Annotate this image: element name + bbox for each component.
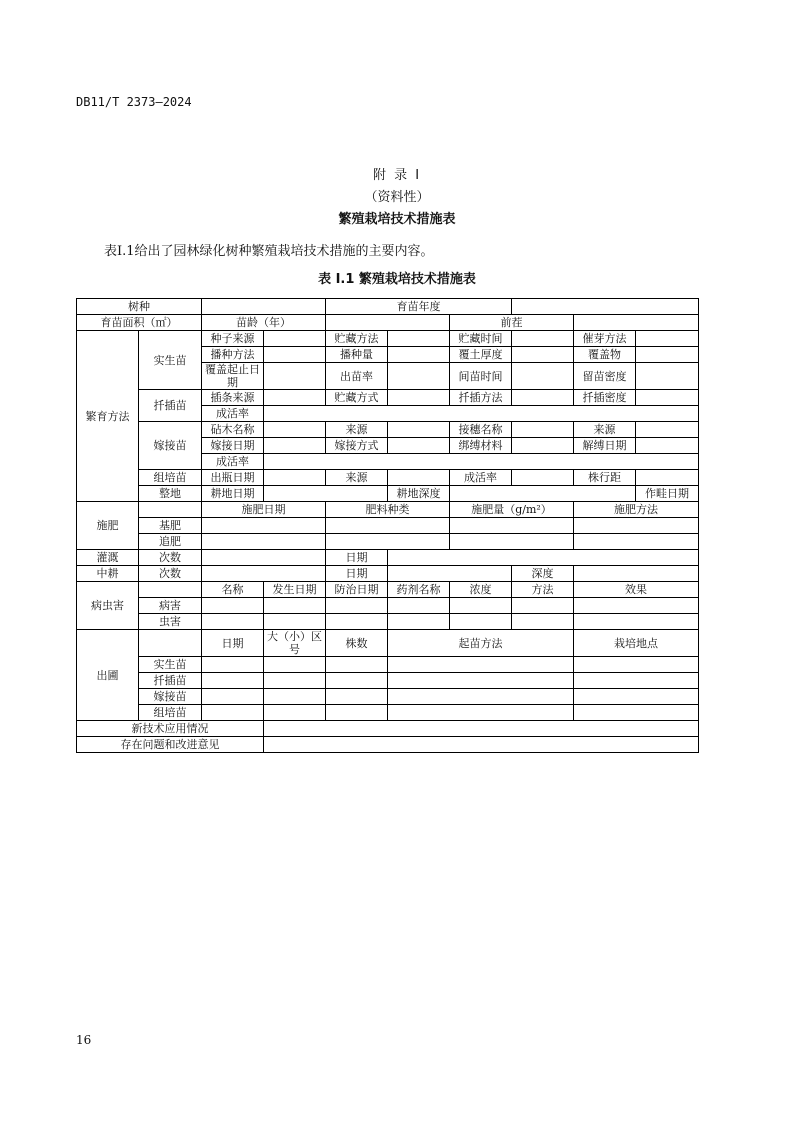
table-row xyxy=(77,598,699,614)
label-cell: 施肥日期 xyxy=(202,502,326,518)
table-row xyxy=(77,721,699,737)
value-cell[interactable] xyxy=(512,331,574,347)
label-cell: 防治日期 xyxy=(326,582,388,598)
value-cell[interactable] xyxy=(636,331,699,347)
value-cell[interactable] xyxy=(574,518,699,534)
value-cell[interactable] xyxy=(574,657,699,673)
value-cell[interactable] xyxy=(636,347,699,363)
label-cell: 次数 xyxy=(139,566,202,582)
label-cell: 灌溉 xyxy=(77,550,139,566)
label-cell: 株数 xyxy=(326,630,388,657)
value-cell[interactable] xyxy=(264,737,699,753)
appendix-name: 繁殖栽培技术措施表 xyxy=(338,212,456,227)
label-cell: 效果 xyxy=(574,582,699,598)
value-cell[interactable] xyxy=(636,422,699,438)
value-cell[interactable] xyxy=(450,614,512,630)
value-cell[interactable] xyxy=(388,422,450,438)
value-cell[interactable] xyxy=(202,705,264,721)
value-cell[interactable] xyxy=(264,705,326,721)
value-cell[interactable] xyxy=(326,518,450,534)
value-cell[interactable] xyxy=(326,614,388,630)
value-cell[interactable] xyxy=(574,598,699,614)
propagation-measures-table xyxy=(76,298,699,753)
value-cell[interactable] xyxy=(264,470,326,486)
value-cell[interactable] xyxy=(574,614,699,630)
label-cell: 整地 xyxy=(139,486,202,502)
label-cell: 中耕 xyxy=(77,566,139,582)
value-cell[interactable] xyxy=(512,299,699,315)
value-cell[interactable] xyxy=(202,299,326,315)
label-cell: 成活率 xyxy=(202,454,264,470)
label-cell: 出圃 xyxy=(77,630,139,721)
label-cell: 嫁接方式 xyxy=(326,438,388,454)
label-cell: 成活率 xyxy=(450,470,512,486)
intro-paragraph: 表I.1给出了园林绿化树种繁殖栽培技术措施的主要内容。 xyxy=(104,244,434,259)
label-cell: 绑缚材料 xyxy=(450,438,512,454)
label-cell: 贮藏时间 xyxy=(450,331,512,347)
value-cell[interactable] xyxy=(326,315,450,331)
value-cell[interactable] xyxy=(388,566,512,582)
label-cell: 育苗年度 xyxy=(326,299,512,315)
value-cell[interactable] xyxy=(388,614,450,630)
label-cell: 次数 xyxy=(139,550,202,566)
value-cell[interactable] xyxy=(636,390,699,406)
label-cell: 基肥 xyxy=(139,518,202,534)
value-cell[interactable] xyxy=(326,673,388,689)
value-cell[interactable] xyxy=(388,347,450,363)
label-cell: 嫁接苗 xyxy=(139,689,202,705)
label-cell: 成活率 xyxy=(202,406,264,422)
table-row xyxy=(77,630,699,657)
table-row xyxy=(77,331,699,347)
table-row xyxy=(77,486,699,502)
label-cell: 扦插苗 xyxy=(139,390,202,422)
label-cell: 大（小）区号 xyxy=(264,630,326,657)
label-cell: 存在问题和改进意见 xyxy=(77,737,264,753)
label-cell: 出苗率 xyxy=(326,363,388,390)
label-cell: 病害 xyxy=(139,598,202,614)
label-cell: 覆盖起止日期 xyxy=(202,363,264,390)
value-cell[interactable] xyxy=(574,566,699,582)
label-cell: 方法 xyxy=(512,582,574,598)
value-cell[interactable] xyxy=(388,689,574,705)
label-cell: 药剂名称 xyxy=(388,582,450,598)
value-cell[interactable] xyxy=(326,657,388,673)
label-cell: 肥料种类 xyxy=(326,502,450,518)
document-code: DB11/T 2373—2024 xyxy=(76,95,192,109)
value-cell[interactable] xyxy=(574,315,699,331)
value-cell[interactable] xyxy=(512,470,574,486)
value-cell[interactable] xyxy=(388,438,450,454)
value-cell[interactable] xyxy=(388,598,450,614)
label-cell: 日期 xyxy=(202,630,264,657)
label-cell: 间苗时间 xyxy=(450,363,512,390)
value-cell[interactable] xyxy=(636,470,699,486)
value-cell[interactable] xyxy=(512,347,574,363)
value-cell[interactable] xyxy=(326,534,450,550)
label-cell: 来源 xyxy=(326,422,388,438)
value-cell[interactable] xyxy=(202,689,264,705)
empty-cell xyxy=(139,502,202,518)
table-caption: 表 I.1 繁殖栽培技术措施表 xyxy=(318,272,476,287)
value-cell[interactable] xyxy=(202,550,326,566)
appendix-nature: （资料性） xyxy=(364,190,430,205)
value-cell[interactable] xyxy=(388,657,574,673)
table-row xyxy=(77,550,699,566)
value-cell[interactable] xyxy=(264,454,699,470)
label-cell: 施肥方法 xyxy=(574,502,699,518)
label-cell: 施肥量（g/m²） xyxy=(450,502,574,518)
value-cell[interactable] xyxy=(264,363,326,390)
label-cell: 接穗名称 xyxy=(450,422,512,438)
label-cell: 贮藏方式 xyxy=(326,390,388,406)
value-cell[interactable] xyxy=(264,598,326,614)
label-cell: 播种方法 xyxy=(202,347,264,363)
value-cell[interactable] xyxy=(264,347,326,363)
label-cell: 组培苗 xyxy=(139,705,202,721)
label-cell: 出瓶日期 xyxy=(202,470,264,486)
label-cell: 实生苗 xyxy=(139,657,202,673)
value-cell[interactable] xyxy=(512,598,574,614)
table-row xyxy=(77,315,699,331)
label-cell: 耕地深度 xyxy=(388,486,450,502)
value-cell[interactable] xyxy=(388,470,450,486)
value-cell[interactable] xyxy=(202,657,264,673)
label-cell: 嫁接日期 xyxy=(202,438,264,454)
table-row xyxy=(77,502,699,518)
table-row xyxy=(77,534,699,550)
value-cell[interactable] xyxy=(636,438,699,454)
label-cell: 名称 xyxy=(202,582,264,598)
label-cell: 繁育方法 xyxy=(77,331,139,502)
label-cell: 来源 xyxy=(326,470,388,486)
value-cell[interactable] xyxy=(450,486,636,502)
value-cell[interactable] xyxy=(264,422,326,438)
value-cell[interactable] xyxy=(574,689,699,705)
value-cell[interactable] xyxy=(388,363,450,390)
label-cell: 起苗方法 xyxy=(388,630,574,657)
value-cell[interactable] xyxy=(264,331,326,347)
label-cell: 育苗面积（㎡） xyxy=(77,315,202,331)
value-cell[interactable] xyxy=(264,689,326,705)
label-cell: 留苗密度 xyxy=(574,363,636,390)
label-cell: 发生日期 xyxy=(264,582,326,598)
label-cell: 耕地日期 xyxy=(202,486,264,502)
empty-cell xyxy=(139,630,202,657)
value-cell[interactable] xyxy=(264,614,326,630)
value-cell[interactable] xyxy=(264,673,326,689)
value-cell[interactable] xyxy=(264,721,699,737)
value-cell[interactable] xyxy=(450,598,512,614)
table-row xyxy=(77,705,699,721)
table-row xyxy=(77,422,699,438)
label-cell: 播种量 xyxy=(326,347,388,363)
appendix-title: 附 录 I xyxy=(372,168,422,183)
label-cell: 嫁接苗 xyxy=(139,422,202,470)
value-cell[interactable] xyxy=(202,614,264,630)
value-cell[interactable] xyxy=(512,390,574,406)
page-number: 16 xyxy=(76,1033,92,1047)
value-cell[interactable] xyxy=(264,657,326,673)
label-cell: 作畦日期 xyxy=(636,486,699,502)
label-cell: 深度 xyxy=(512,566,574,582)
value-cell[interactable] xyxy=(326,689,388,705)
value-cell[interactable] xyxy=(264,406,699,422)
value-cell[interactable] xyxy=(574,705,699,721)
label-cell: 前茬 xyxy=(450,315,574,331)
label-cell: 浓度 xyxy=(450,582,512,598)
label-cell: 病虫害 xyxy=(77,582,139,630)
table-row xyxy=(77,689,699,705)
table-row xyxy=(77,673,699,689)
label-cell: 株行距 xyxy=(574,470,636,486)
label-cell: 解缚日期 xyxy=(574,438,636,454)
value-cell[interactable] xyxy=(450,534,574,550)
table-row xyxy=(77,566,699,582)
value-cell[interactable] xyxy=(388,331,450,347)
table-row xyxy=(77,470,699,486)
value-cell[interactable] xyxy=(574,673,699,689)
label-cell: 树种 xyxy=(77,299,202,315)
value-cell[interactable] xyxy=(512,438,574,454)
label-cell: 扦插方法 xyxy=(450,390,512,406)
value-cell[interactable] xyxy=(264,390,326,406)
value-cell[interactable] xyxy=(512,363,574,390)
value-cell[interactable] xyxy=(450,518,574,534)
label-cell: 种子来源 xyxy=(202,331,264,347)
label-cell: 虫害 xyxy=(139,614,202,630)
table-row xyxy=(77,737,699,753)
label-cell: 栽培地点 xyxy=(574,630,699,657)
table-row xyxy=(77,518,699,534)
value-cell[interactable] xyxy=(512,614,574,630)
value-cell[interactable] xyxy=(202,566,326,582)
table-row xyxy=(77,299,699,315)
label-cell: 覆盖物 xyxy=(574,347,636,363)
value-cell[interactable] xyxy=(636,363,699,390)
table-row xyxy=(77,657,699,673)
table-row xyxy=(77,614,699,630)
label-cell: 新技术应用情况 xyxy=(77,721,264,737)
value-cell[interactable] xyxy=(264,438,326,454)
value-cell[interactable] xyxy=(264,486,388,502)
value-cell[interactable] xyxy=(202,518,326,534)
empty-cell xyxy=(139,582,202,598)
label-cell: 追肥 xyxy=(139,534,202,550)
label-cell: 日期 xyxy=(326,550,388,566)
value-cell[interactable] xyxy=(326,705,388,721)
label-cell: 日期 xyxy=(326,566,388,582)
table-row xyxy=(77,582,699,598)
table-row xyxy=(77,390,699,406)
label-cell: 来源 xyxy=(574,422,636,438)
label-cell: 实生苗 xyxy=(139,331,202,390)
value-cell[interactable] xyxy=(388,390,450,406)
value-cell[interactable] xyxy=(388,673,574,689)
label-cell: 砧木名称 xyxy=(202,422,264,438)
value-cell[interactable] xyxy=(388,705,574,721)
value-cell[interactable] xyxy=(388,550,699,566)
value-cell[interactable] xyxy=(202,673,264,689)
label-cell: 组培苗 xyxy=(139,470,202,486)
label-cell: 扦插密度 xyxy=(574,390,636,406)
label-cell: 苗龄（年） xyxy=(202,315,326,331)
label-cell: 覆土厚度 xyxy=(450,347,512,363)
value-cell[interactable] xyxy=(202,598,264,614)
label-cell: 扦插苗 xyxy=(139,673,202,689)
value-cell[interactable] xyxy=(326,598,388,614)
label-cell: 插条来源 xyxy=(202,390,264,406)
value-cell[interactable] xyxy=(202,534,326,550)
label-cell: 催芽方法 xyxy=(574,331,636,347)
value-cell[interactable] xyxy=(512,422,574,438)
value-cell[interactable] xyxy=(574,534,699,550)
label-cell: 贮藏方法 xyxy=(326,331,388,347)
label-cell: 施肥 xyxy=(77,502,139,550)
